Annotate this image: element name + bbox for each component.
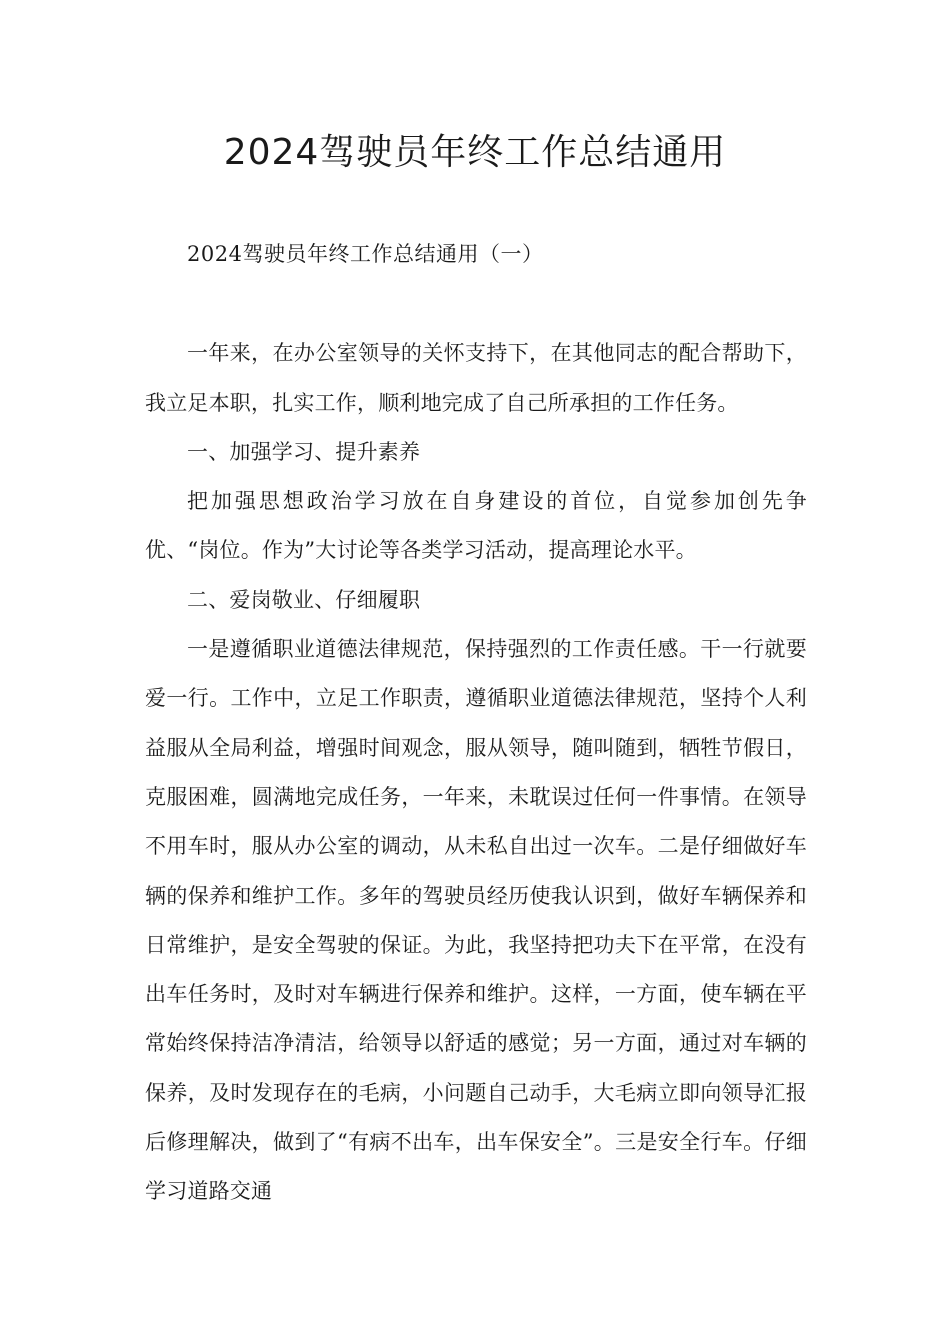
heading-duty: 二、爱岗敬业、仔细履职 [187, 587, 421, 612]
section-subtitle: 2024驾驶员年终工作总结通用（一） [187, 242, 544, 266]
paragraph-intro: 一年来，在办公室领导的关怀支持下，在其他同志的配合帮助下，我立足本职，扎实工作，顺利地完成了自己所承担的工作任务。 [145, 341, 807, 415]
document-body [145, 230, 807, 1217]
paragraph-duty: 一是遵循职业道德法律规范，保持强烈的工作责任感。干一行就要爱一行。工作中，立足工作职责，遵循职业道德法律规范，坚持个人利益服从全局利益，增强时间观念，服从领导，随叫随到，牺牲节假日，克服困难，圆满地完成任务，一年来，未耽误过任何一件事情。在领导不用车时，服从办公室的调动，从未私自出过一次车。二是仔细做好车辆的保养和维护工作。多年的驾驶员经历使我认识到，做好车辆保养和日常维护，是安全驾驶的保证。为此，我坚持把功夫下在平常，在没有出车任务时，及时对车辆进行保养和维护。这样，一方面，使车辆在平常始终保持洁净清洁，给领导以舒适的感觉；另一方面，通过对车辆的保养，及时发现存在的毛病，小问题自己动手，大毛病立即向领导汇报后修理解决，做到了“有病不出车，出车保安全”。三是安全行车。仔细学习道路交通 [145, 637, 807, 1204]
heading-study: 一、加强学习、提升素养 [187, 439, 421, 464]
document-title: 2024驾驶员年终工作总结通用 [223, 132, 727, 173]
paragraph-study: 把加强思想政治学习放在自身建设的首位，自觉参加创先争优、“岗位。作为”大讨论等各类学习活动，提高理论水平。 [145, 489, 807, 563]
